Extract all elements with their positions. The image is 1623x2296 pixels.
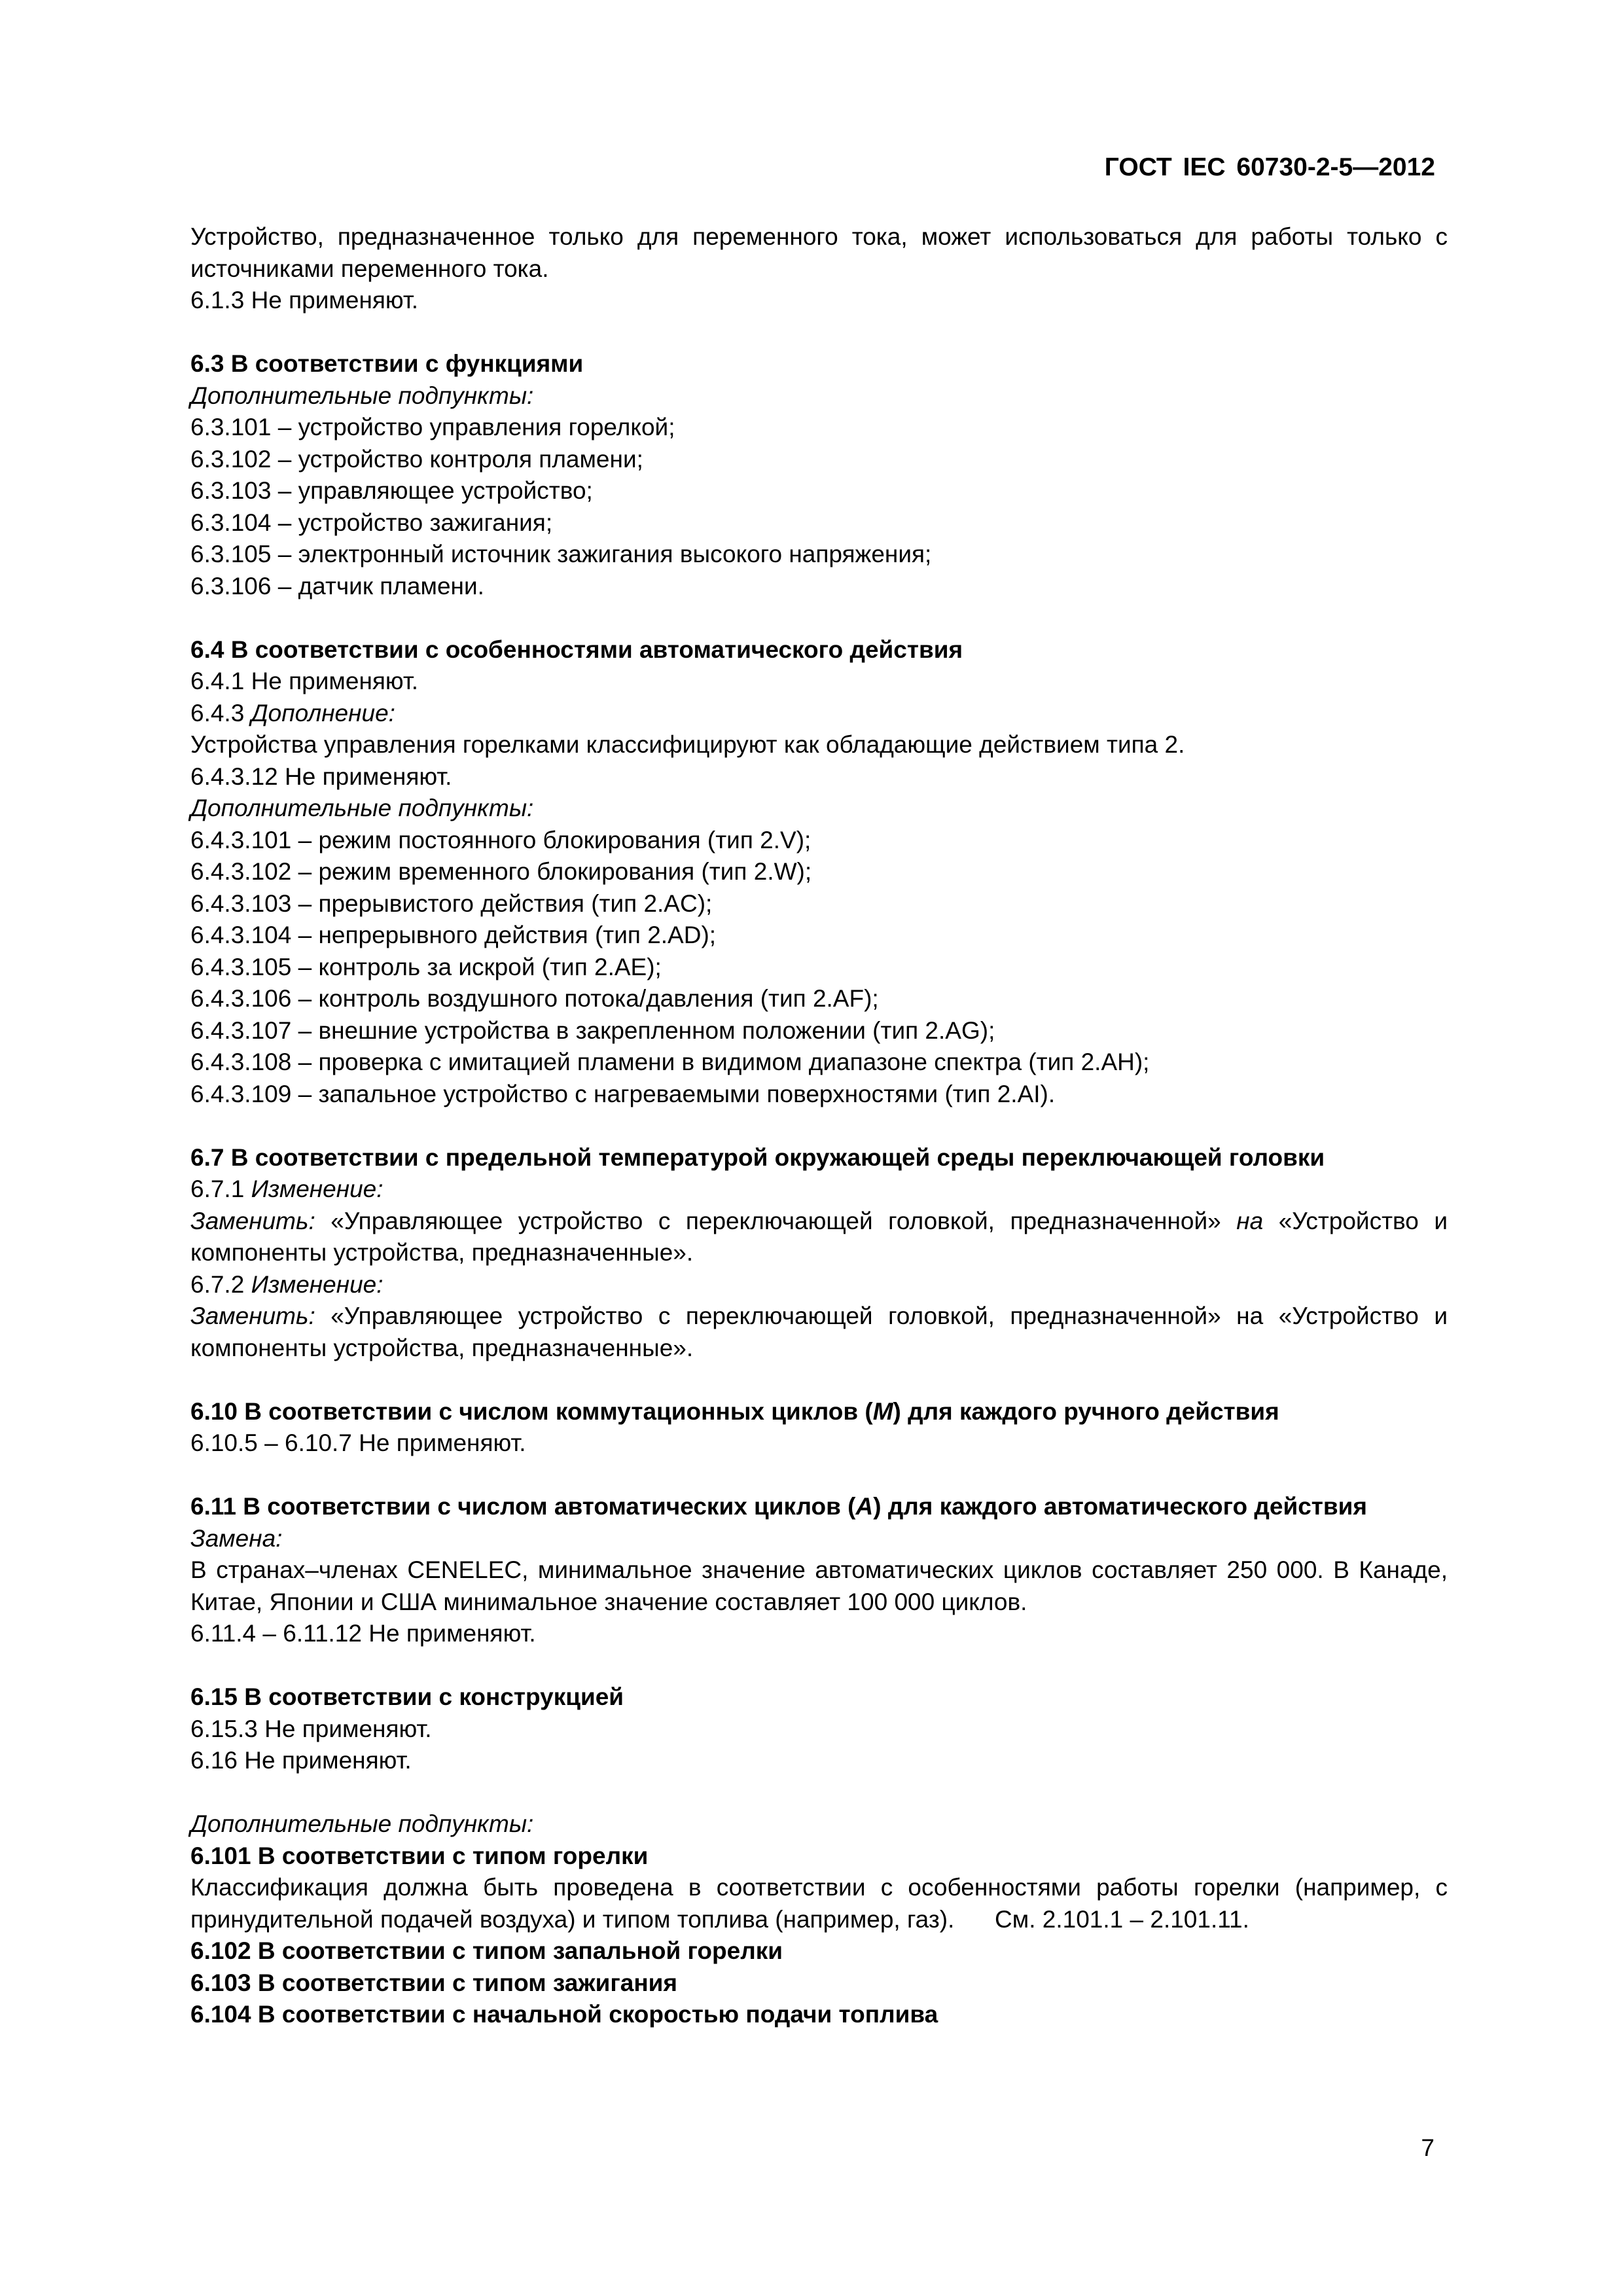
clause-6-11-4: 6.11.4 – 6.11.12 Не применяют. [190, 1620, 536, 1647]
list-item: 6.4.3.106 – контроль воздушного потока/давления (тип 2.AF); [190, 985, 879, 1012]
replace-label: Заменить: [190, 1302, 315, 1329]
section-6-3-title: 6.3 В соответствии с функциями [190, 350, 584, 377]
list-item: 6.3.101 – устройство управления горелкой; [190, 414, 675, 440]
list-item: 6.4.3.102 – режим временного блокирования (тип 2.W); [190, 858, 812, 885]
clause-6-10-5: 6.10.5 – 6.10.7 Не применяют. [190, 1429, 526, 1456]
section-6-104-title: 6.104 В соответствии с начальной скоростью подачи топлива [190, 2001, 938, 2028]
section-6-4-title: 6.4 В соответствии с особенностями автоматического действия [190, 636, 963, 663]
clause-6-11-text: В странах–членах CENELEC, минимальное значение автоматических циклов составляет 250 000. В Канаде, Китае, Японии и США минимальное значение составляет 100 000 циклов. [190, 1556, 1448, 1615]
replacement-label: Замена: [190, 1524, 283, 1552]
page-body [118, 221, 1455, 2031]
clause-number: 6.4.3 [190, 699, 245, 726]
title-part: ) для каждого ручного действия [893, 1397, 1279, 1425]
clause-number: 6.7.2 [190, 1270, 245, 1298]
section-6-7-title: 6.7 В соответствии с предельной температурой окружающей среды переключающей головки [190, 1143, 1325, 1171]
title-symbol: M [872, 1397, 893, 1425]
clause-6-4-1: 6.4.1 Не применяют. [190, 668, 418, 694]
list-item: 6.3.105 – электронный источник зажигания высокого напряжения; [190, 541, 932, 567]
clause-6-16: 6.16 Не применяют. [190, 1747, 412, 1774]
list-item: 6.4.3.104 – непрерывного действия (тип 2.AD); [190, 922, 717, 948]
clause-6-4-3-text: Устройства управления горелками классифицируют как обладающие действием типа 2. [190, 731, 1185, 758]
old-wording: «Управляющее устройство с переключающей головкой, предназначенной» [330, 1207, 1221, 1234]
list-item: 6.3.104 – устройство зажигания; [190, 509, 553, 536]
on-word: на [1236, 1302, 1264, 1329]
clause-6-4-3 [118, 698, 1448, 730]
page-number: 7 [1421, 2134, 1435, 2161]
section-6-103-title: 6.103 В соответствии с типом зажигания [190, 1969, 678, 1996]
section-6-101-title: 6.101 В соответствии с типом горелки [190, 1842, 649, 1869]
clause-6-7-1 [118, 1174, 1448, 1206]
new-wording: «Устройство и компоненты устройства, предназначенные». [190, 1302, 1448, 1361]
clause-label: Дополнение: [251, 699, 395, 726]
intro-paragraph: Устройство, предназначенное только для переменного тока, может использоваться для работы только с источниками переменного тока. [190, 223, 1448, 282]
section-6-11-title [118, 1491, 1448, 1523]
on-word: на [1236, 1207, 1264, 1234]
section-6-15-title: 6.15 В соответствии с конструкцией [190, 1683, 624, 1710]
section-6-4-lead: Дополнительные подпункты: [190, 795, 534, 821]
clause-6-1-3: 6.1.3 Не применяют. [190, 287, 418, 314]
title-part: ) для каждого автоматического действия [873, 1493, 1367, 1520]
title-part: 6.10 В соответствии с числом коммутационных циклов ( [190, 1397, 873, 1425]
section-6-10-title [118, 1396, 1448, 1428]
list-item: 6.4.3.107 – внешние устройства в закрепленном положении (тип 2.AG); [190, 1016, 995, 1044]
list-item: 6.3.103 – управляющее устройство; [190, 477, 593, 504]
section-6-101-text: Классификация должна быть проведена в соответствии с особенностями работы горелки (например, с принудительной подачей воздуха) и типом топлива (например, газ). См. 2.101.1 – 2.101.11. [190, 1874, 1455, 1933]
new-wording: «Устройство и компоненты устройства, предназначенные». [190, 1207, 1448, 1266]
old-wording: «Управляющее устройство с переключающей головкой, предназначенной» [330, 1302, 1221, 1329]
list-item: 6.4.3.101 – режим постоянного блокирования (тип 2.V); [190, 826, 812, 853]
standard-header: ГОСТ IEC 60730-2-5—2012 [1104, 153, 1435, 181]
list-item: 6.4.3.109 – запальное устройство с нагреваемыми поверхностями (тип 2.AI). [190, 1080, 1056, 1107]
list-item: 6.3.106 – датчик пламени. [190, 572, 484, 600]
list-item: 6.4.3.103 – прерывистого действия (тип 2.AC); [190, 889, 713, 917]
clause-6-15-3: 6.15.3 Не применяют. [190, 1715, 432, 1742]
list-item: 6.4.3.105 – контроль за искрой (тип 2.AE); [190, 953, 662, 980]
clause-6-7-1-text [118, 1206, 1448, 1269]
clause-6-4-3-12: 6.4.3.12 Не применяют. [190, 762, 452, 790]
clause-6-7-2-text [118, 1300, 1448, 1364]
additional-lead: Дополнительные подпункты: [190, 1810, 534, 1837]
section-6-3-lead: Дополнительные подпункты: [190, 382, 534, 409]
clause-number: 6.7.1 [190, 1175, 245, 1202]
clause-6-7-2 [118, 1269, 1448, 1301]
section-6-102-title: 6.102 В соответствии с типом запальной горелки [190, 1937, 783, 1964]
replace-label: Заменить: [190, 1207, 315, 1234]
title-symbol: A [855, 1493, 874, 1520]
list-item: 6.3.102 – устройство контроля пламени; [190, 445, 643, 473]
clause-label: Изменение: [251, 1175, 383, 1202]
list-item: 6.4.3.108 – проверка с имитацией пламени в видимом диапазоне спектра (тип 2.AH); [190, 1049, 1150, 1075]
clause-label: Изменение: [251, 1270, 383, 1298]
title-part: 6.11 В соответствии с числом автоматических циклов ( [190, 1493, 856, 1520]
